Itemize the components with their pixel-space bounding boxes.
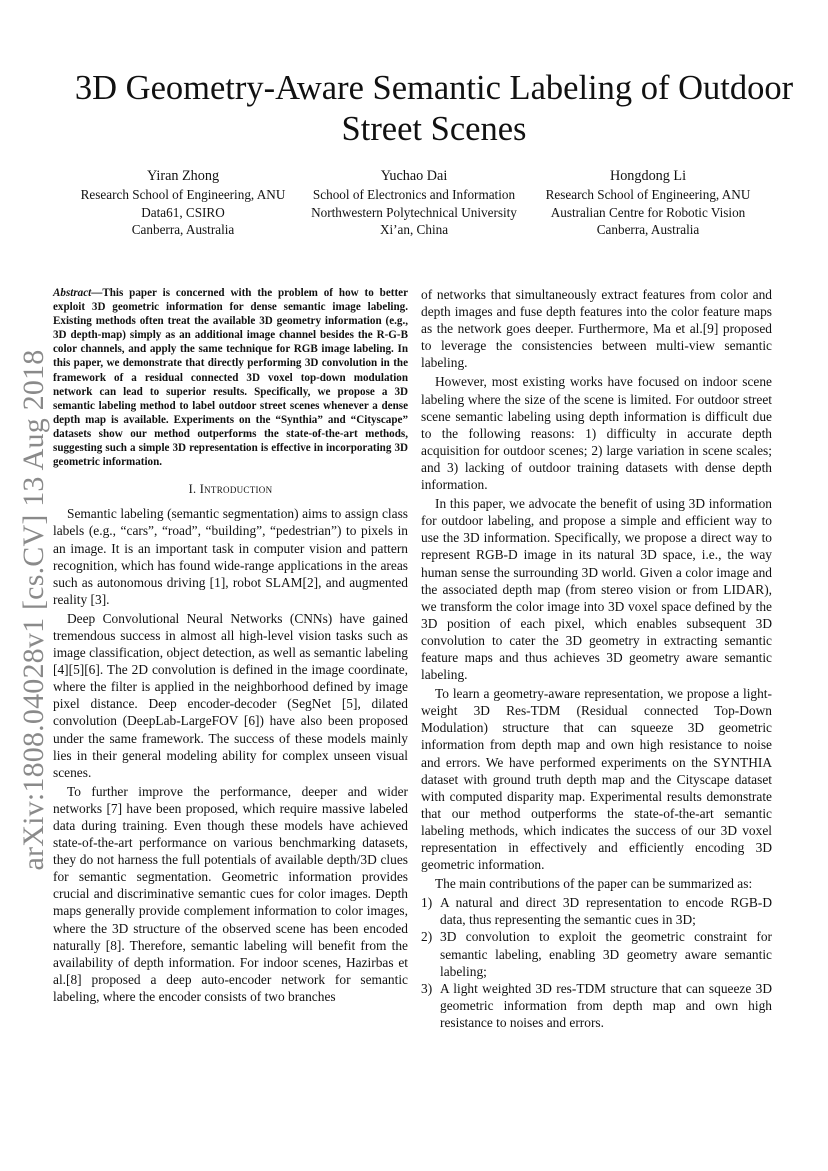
- author-location: Xi’an, China: [379, 222, 449, 238]
- abstract-text: —This paper is concerned with the problem of how to better exploit 3D geometric information for dense semantic image labeling. Existing methods often treat the available 3D geometry information (e.g., 3D depth-map) simply as an additional image channel besides the R-G-B color channels, and apply the same technique for RGB image labeling. In this paper, we demonstrate that directly performing 3D convolution in the framework of a residual connected 3D voxel top-down modulation network can lead to superior results. Specifically, we propose a 3D semantic labeling method to label outdoor street scenes whenever a dense depth map is available. Experiments on the “Synthia” and “Cityscape” datasets show our method outperforms the state-of-the-art methods, suggesting such a simple 3D representation is effective in incorporating 3D geometric information.: [53, 287, 408, 469]
- right-column: [421, 286, 772, 1031]
- list-number: 1): [421, 895, 433, 911]
- author-affiliation: Australian Centre for Robotic Vision: [550, 204, 746, 220]
- author-3: [536, 168, 760, 239]
- author-location: Canberra, Australia: [131, 222, 235, 238]
- author-2: [303, 168, 525, 239]
- list-item: [421, 894, 772, 928]
- author-location: Canberra, Australia: [596, 222, 700, 238]
- list-text: 3D convolution to exploit the geometric constraint for semantic labeling, enabling 3D geometry aware semantic labeling;: [440, 929, 772, 979]
- author-affiliation: Northwestern Polytechnical University: [311, 204, 517, 220]
- list-item: [421, 980, 772, 1031]
- list-text: A natural and direct 3D representation to encode RGB-D data, thus representing the semantic cues in 3D;: [440, 895, 772, 928]
- intro-paragraph-3-continued: of networks that simultaneously extract features from color and depth images and fuse depth features into the color feature maps as the network goes deeper. Furthermore, Ma et al.[9] proposed to leverage the consistencies between multi-view semantic labeling.: [421, 287, 772, 371]
- author-name: Yiran Zhong: [146, 168, 220, 184]
- section-heading-introduction: [53, 481, 408, 498]
- list-number: 3): [421, 980, 433, 996]
- left-column: [53, 286, 408, 1007]
- author-affiliation: Research School of Engineering, ANU: [80, 187, 286, 203]
- list-text: A light weighted 3D res-TDM structure that can squeeze 3D geometric information from depth map and own high resistance to noises and errors.: [440, 980, 772, 1030]
- section-number: I.: [188, 482, 197, 497]
- author-name: Yuchao Dai: [380, 168, 448, 184]
- intro-paragraph-4: However, most existing works have focused on indoor scene labeling where the size of the scene is limited. For outdoor street scene semantic labeling using depth information is difficult due to the following reasons: 1) difficulty in accurate depth acquisition for outdoor scenes; 2) large variation in scene scales; and 3) lacking of outdoor training datasets with dense depth information.: [421, 374, 772, 493]
- author-name: Hongdong Li: [609, 168, 687, 184]
- intro-paragraph-1: Semantic labeling (semantic segmentation) aims to assign class labels (e.g., “cars”, “road”, “building”, “pedestrian”) to pixels in an image. It is an important task in computer vision and pattern recognition, which has found wide-range applications in the areas such as autonomous driving [1], robot SLAM[2], and augmented reality [3].: [53, 506, 408, 607]
- title-line-2: Street Scenes: [341, 110, 527, 148]
- list-number: 2): [421, 929, 433, 945]
- section-title: Introduction: [199, 482, 273, 497]
- list-item: [421, 928, 772, 979]
- intro-paragraph-3: To further improve the performance, deeper and wider networks [7] have been proposed, which require massive labeled data during training. Even though these models have achieved state-of-the-art performance on various benchmarking datasets, they do not harness the full potentials of available depth/3D clues for semantic segmentation. Geometric information provides crucial and discriminative semantic cues for color images. Depth maps generally provide complement information to color images, where the 3D structure of the observed scene has been encoded naturally [8]. Therefore, semantic labeling will benefit from the availability of depth information. For indoor scenes, Hazirbas et al.[8] proposed a deep auto-encoder network for semantic labeling, where the encoder consists of two branches: [53, 783, 408, 1004]
- intro-paragraph-2: Deep Convolutional Neural Networks (CNNs) have gained tremendous success in almost all high-level vision tasks such as image classification, object detection, as well as semantic labeling [4][5][6]. The 2D convolution is defined in the image coordinate, where the filter is applied in the neighborhood defined by image pixel distance. Deep encoder-decoder (SegNet [5], dilated convolution (DeepLab-LargeFOV [6]) have also been proposed under the same framework. The success of these models mainly lies in their general modeling ability for complex unseen visual scenes.: [53, 610, 408, 780]
- title-line-1: 3D Geometry-Aware Semantic Labeling of Outdoor: [74, 69, 794, 107]
- abstract-label: Abstract: [53, 287, 92, 299]
- author-affiliation: Data61, CSIRO: [141, 204, 225, 220]
- author-affiliation: Research School of Engineering, ANU: [545, 187, 751, 203]
- paper-title: [40, 68, 828, 150]
- abstract: [53, 286, 408, 469]
- intro-paragraph-5: In this paper, we advocate the benefit of using 3D information for outdoor labeling, and propose a simple and efficient way to use the 3D information. Specifically, we propose a direct way to represent RGB-D image in its natural 3D space, i.e., the way human sense the surrounding 3D world. Given a color image and the associated depth map (from stereo vision or from LIDAR), we transform the color image into 3D voxel space defined by the 3D position of each pixel, which enables subsequent 3D convolution to cater the 3D geometry in extracting semantic feature maps and thus achieves 3D geometry aware semantic labeling.: [421, 496, 772, 683]
- contributions-list: [421, 894, 772, 1031]
- intro-paragraph-6: To learn a geometry-aware representation, we propose a light-weight 3D Res-TDM (Residual connected Top-Down Modulation) structure that can squeeze 3D geometric information from depth map and own high resistance to noise and errors. We have performed experiments on the SYNTHIA dataset with ground truth depth map and the Cityscape dataset with computed disparity map. Experimental results demonstrate that our method outperforms the state-of-the-art semantic labeling methods, which indicates the success of our 3D voxel representation in effectively and efficiently encoding 3D geometric information.: [421, 686, 772, 873]
- contributions-intro: The main contributions of the paper can be summarized as:: [435, 876, 753, 892]
- arxiv-stamp[interactable]: arXiv:1808.04028v1 [cs.CV] 13 Aug 2018: [17, 349, 50, 871]
- author-affiliation: School of Electronics and Information: [312, 187, 516, 203]
- author-1: [68, 168, 298, 239]
